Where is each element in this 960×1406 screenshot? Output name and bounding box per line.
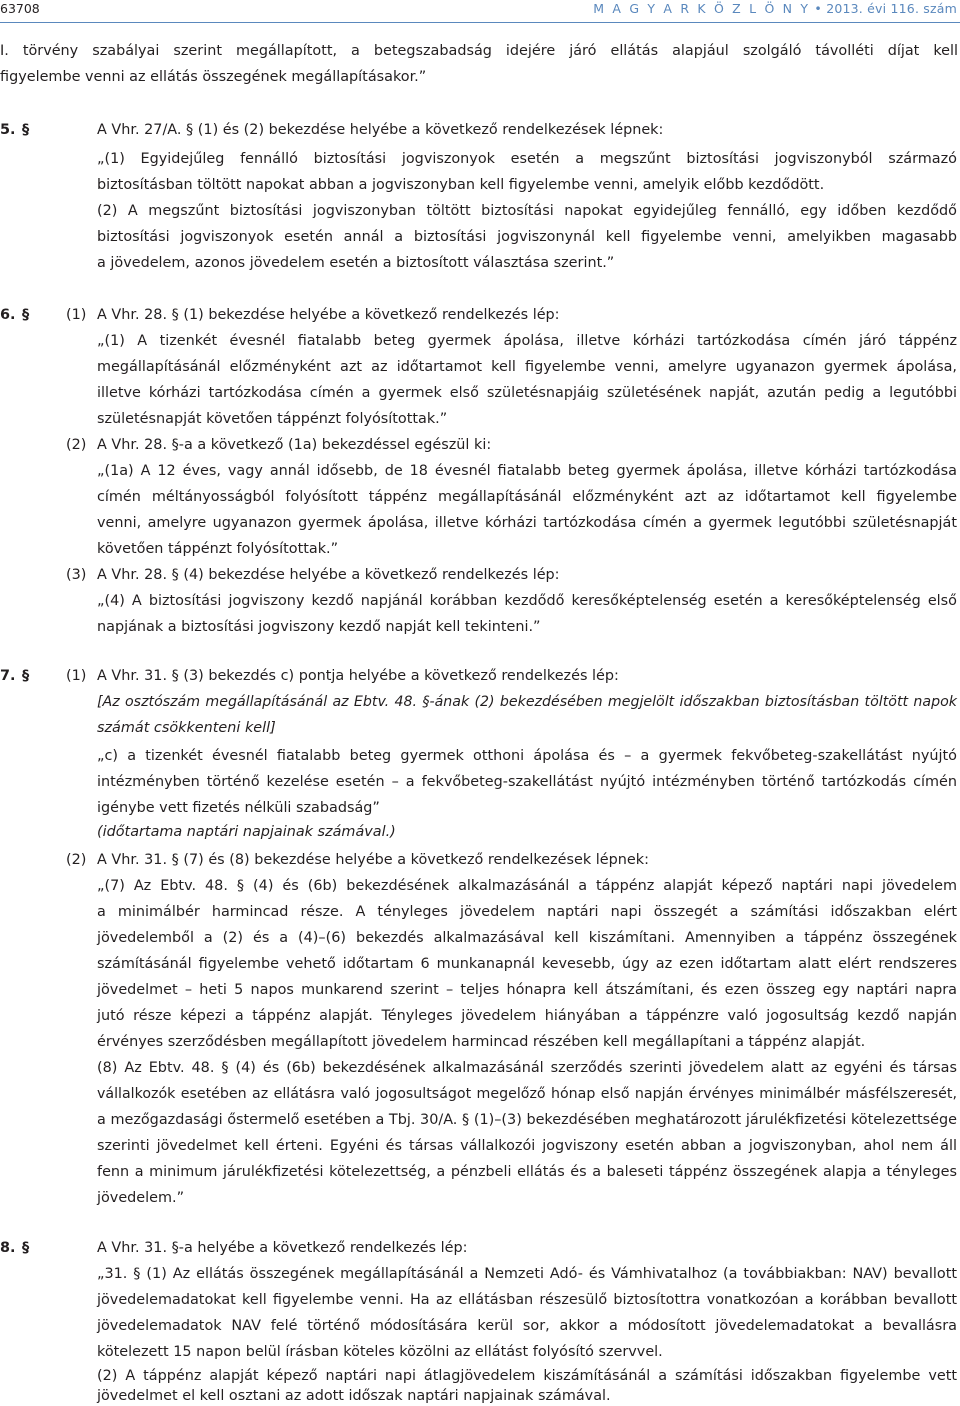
- section-line: a minimálbér harmincad része. A tényleges jövedelem naptári napi összegét a számítási időszakban elért: [97, 904, 957, 920]
- section-line: „(7) Az Ebtv. 48. § (4) és (6b) bekezdésének alkalmazásánál a táppénz alapját képező naptári napi jövedelem: [97, 878, 957, 894]
- section-line: A Vhr. 31. § (7) és (8) bekezdése helyébe a következő rendelkezések lépnek:: [97, 852, 649, 868]
- journal-name: M A G Y A R K Ö Z L Ö N Y: [593, 1, 811, 16]
- section-line: a mezőgazdasági őstermelő esetében a Tbj. 30/A. § (1)–(3) bekezdésében meghatározott járulékfizetési kötelezettsége: [97, 1112, 957, 1128]
- subsection-number: (2): [66, 852, 87, 868]
- section-line: jövedelemadatok NAV felé történő módosítására kerül sor, akkor a módosított jövedelemadatokat a bevallásra: [97, 1318, 957, 1334]
- section-line: a jövedelem, azonos jövedelem esetén a biztosított választása szerint.”: [97, 255, 615, 271]
- section-symbol: §: [22, 122, 30, 138]
- section-line: jövedelmet – heti 5 napos munkarend szerint – teljes hónapra kell átszámítani, és ezen összeg egy naptári napra: [97, 982, 957, 998]
- section-line: napjának a biztosítási jogviszony kezdő napját kell tekinteni.”: [97, 619, 541, 635]
- section-line: „(4) A biztosítási jogviszony kezdő napjánál korábban kezdődő keresőképtelenség esetén a keresőképtelenség első: [97, 593, 957, 609]
- section-line: A Vhr. 28. § (1) bekezdése helyébe a következő rendelkezés lép:: [97, 307, 560, 323]
- section-line: számításánál figyelembe vehető időtartam 6 munkanapnál kevesebb, úgy az ezen időtartam alatt elért rendszeres: [97, 956, 957, 972]
- intro-line: figyelembe venni az ellátás összegének megállapításakor.”: [0, 69, 427, 85]
- journal-title: [593, 1, 957, 16]
- header-bullet: •: [814, 1, 822, 16]
- intro-line: I. törvény szabályai szerint megállapított, a betegszabadság idejére járó ellátás alapjául szolgáló távolléti díjat kell: [0, 43, 958, 59]
- section-line: (8) Az Ebtv. 48. § (4) és (6b) bekezdésének alkalmazásánál szerződés szerinti jövedelem alatt az egyéni és társas: [97, 1060, 957, 1076]
- section-number: 6.: [0, 307, 16, 323]
- section-line: (időtartama naptári napjainak számával.): [97, 824, 396, 840]
- subsection-number: (1): [66, 668, 87, 684]
- section-line: követően táppénzt folyósítottak.”: [97, 541, 339, 557]
- page-number: 63708: [0, 1, 40, 16]
- subsection-number: (1): [66, 307, 87, 323]
- section-symbol: §: [22, 1240, 30, 1256]
- section-line: megállapításánál előzményként azt az időtartamot kell figyelembe venni, amelyre ugyanazon gyermek ápolása,: [97, 359, 957, 375]
- section-number: 5.: [0, 122, 16, 138]
- section-line: A Vhr. 31. § (3) bekezdés c) pontja helyébe a következő rendelkezés lép:: [97, 668, 619, 684]
- section-line: A Vhr. 28. §-a a következő (1a) bekezdéssel egészül ki:: [97, 437, 492, 453]
- section-line: jövedelem.”: [97, 1190, 185, 1206]
- section-line: jutó része képezi a táppénz alapját. Tényleges jövedelem hiányában a táppénzre való jogosultság kezdő napján: [97, 1008, 957, 1024]
- section-line: A Vhr. 31. §-a helyébe a következő rendelkezés lép:: [97, 1240, 468, 1256]
- section-line: „c) a tizenkét évesnél fiatalabb beteg gyermek otthoni ápolása és – a gyermek fekvőbeteg-szakellátást nyújtó: [97, 748, 957, 764]
- section-symbol: §: [22, 668, 30, 684]
- issue-label: 2013. évi 116. szám: [826, 1, 957, 16]
- section-line: biztosítási jogviszonyok esetén annál a biztosítási jogviszonynál kell figyelembe venni, amelyikben magasabb: [97, 229, 957, 245]
- section-line: „(1) Egyidejűleg fennálló biztosítási jogviszonyok esetén a megszűnt biztosítási jogviszonyból származó: [97, 151, 957, 167]
- section-line: címén méltányosságból folyósított táppénz megállapításánál előzményként azt az időtartamot kell figyelembe: [97, 489, 957, 505]
- section-line: jövedelemből a (2) és a (4)–(6) bekezdés alkalmazásával kell kiszámítani. Amennyiben a táppénz összegének: [97, 930, 957, 946]
- section-line: jövedelemadatokat kell figyelembe venni. Ha az ellátásban részesülő biztosítottra vonatkozóan a korábban bevallott: [97, 1292, 957, 1308]
- section-number: 7.: [0, 668, 16, 684]
- section-line: venni, amelyre ugyanazon gyermek ápolása, illetve kórházi tartózkodása címén a gyermek legutóbbi születésnapját: [97, 515, 957, 531]
- section-symbol: §: [22, 307, 30, 323]
- subsection-number: (2): [66, 437, 87, 453]
- page-header: [0, 0, 960, 22]
- subsection-number: (3): [66, 567, 87, 583]
- section-line: jövedelmet el kell osztani az adott időszak naptári napjainak számával.: [97, 1388, 611, 1404]
- section-line: illetve kórházi tartózkodása címén a gyermek első születésnapjáig születésének napját, azután pedig a legutóbbi: [97, 385, 957, 401]
- section-line: (2) A táppénz alapját képező naptári napi átlagjövedelem kiszámításánál a számítási időszakban figyelembe vett: [97, 1368, 957, 1384]
- header-rule: [0, 22, 960, 23]
- section-line: számát csökkenteni kell]: [97, 720, 276, 736]
- section-line: [Az osztószám megállapításánál az Ebtv. 48. §-ának (2) bekezdésében megjelölt időszakban biztosításban töltött napok: [97, 694, 957, 710]
- section-line: szerinti jövedelmet kell érteni. Egyéni és társas vállalkozói jogviszony esetén abban a jogviszonyban, ahol nem áll: [97, 1138, 957, 1154]
- section-line: intézményben történő kezelése esetén – a fekvőbeteg-szakellátást nyújtó intézményben történő tartózkodás címén: [97, 774, 957, 790]
- section-line: vállalkozók esetében az ellátásra való jogosultságot megelőző hónap első napján érvényes minimálbér másfélszeresét,: [97, 1086, 957, 1102]
- section-line: „(1a) A 12 éves, vagy annál idősebb, de 18 évesnél fiatalabb beteg gyermek ápolása, illetve kórházi tartózkodása: [97, 463, 957, 479]
- section-line: biztosításban töltött napokat abban a jogviszonyban kell figyelembe venni, amelyik előbb kezdődött.: [97, 177, 825, 193]
- section-line: „31. § (1) Az ellátás összegének megállapításánál a Nemzeti Adó- és Vámhivatalhoz (a továbbiakban: NAV) bevallott: [97, 1266, 957, 1282]
- section-line: A Vhr. 28. § (4) bekezdése helyébe a következő rendelkezés lép:: [97, 567, 560, 583]
- section-line: érvényes szerződésben megállapított jövedelem harmincad részében kell megállapítani a táppénz alapját.: [97, 1034, 866, 1050]
- section-line: A Vhr. 27/A. § (1) és (2) bekezdése helyébe a következő rendelkezések lépnek:: [97, 122, 664, 138]
- section-line: igénybe vett fizetés nélküli szabadság”: [97, 800, 380, 816]
- section-line: kötelezett 15 napon belül írásban köteles közölni az ellátást folyósító szervvel.: [97, 1344, 663, 1360]
- section-line: fenn a minimum járulékfizetési kötelezettség, a pénzbeli ellátás és a baleseti táppénz összegének alapja a tényleges: [97, 1164, 957, 1180]
- section-line: „(1) A tizenkét évesnél fiatalabb beteg gyermek ápolása, illetve kórházi tartózkodása címén járó táppénz: [97, 333, 957, 349]
- section-line: születésnapját követően táppénzt folyósítottak.”: [97, 411, 448, 427]
- section-number: 8.: [0, 1240, 16, 1256]
- section-line: (2) A megszűnt biztosítási jogviszonyban töltött biztosítási napokat egyidejűleg fennálló, egy időben kezdődő: [97, 203, 957, 219]
